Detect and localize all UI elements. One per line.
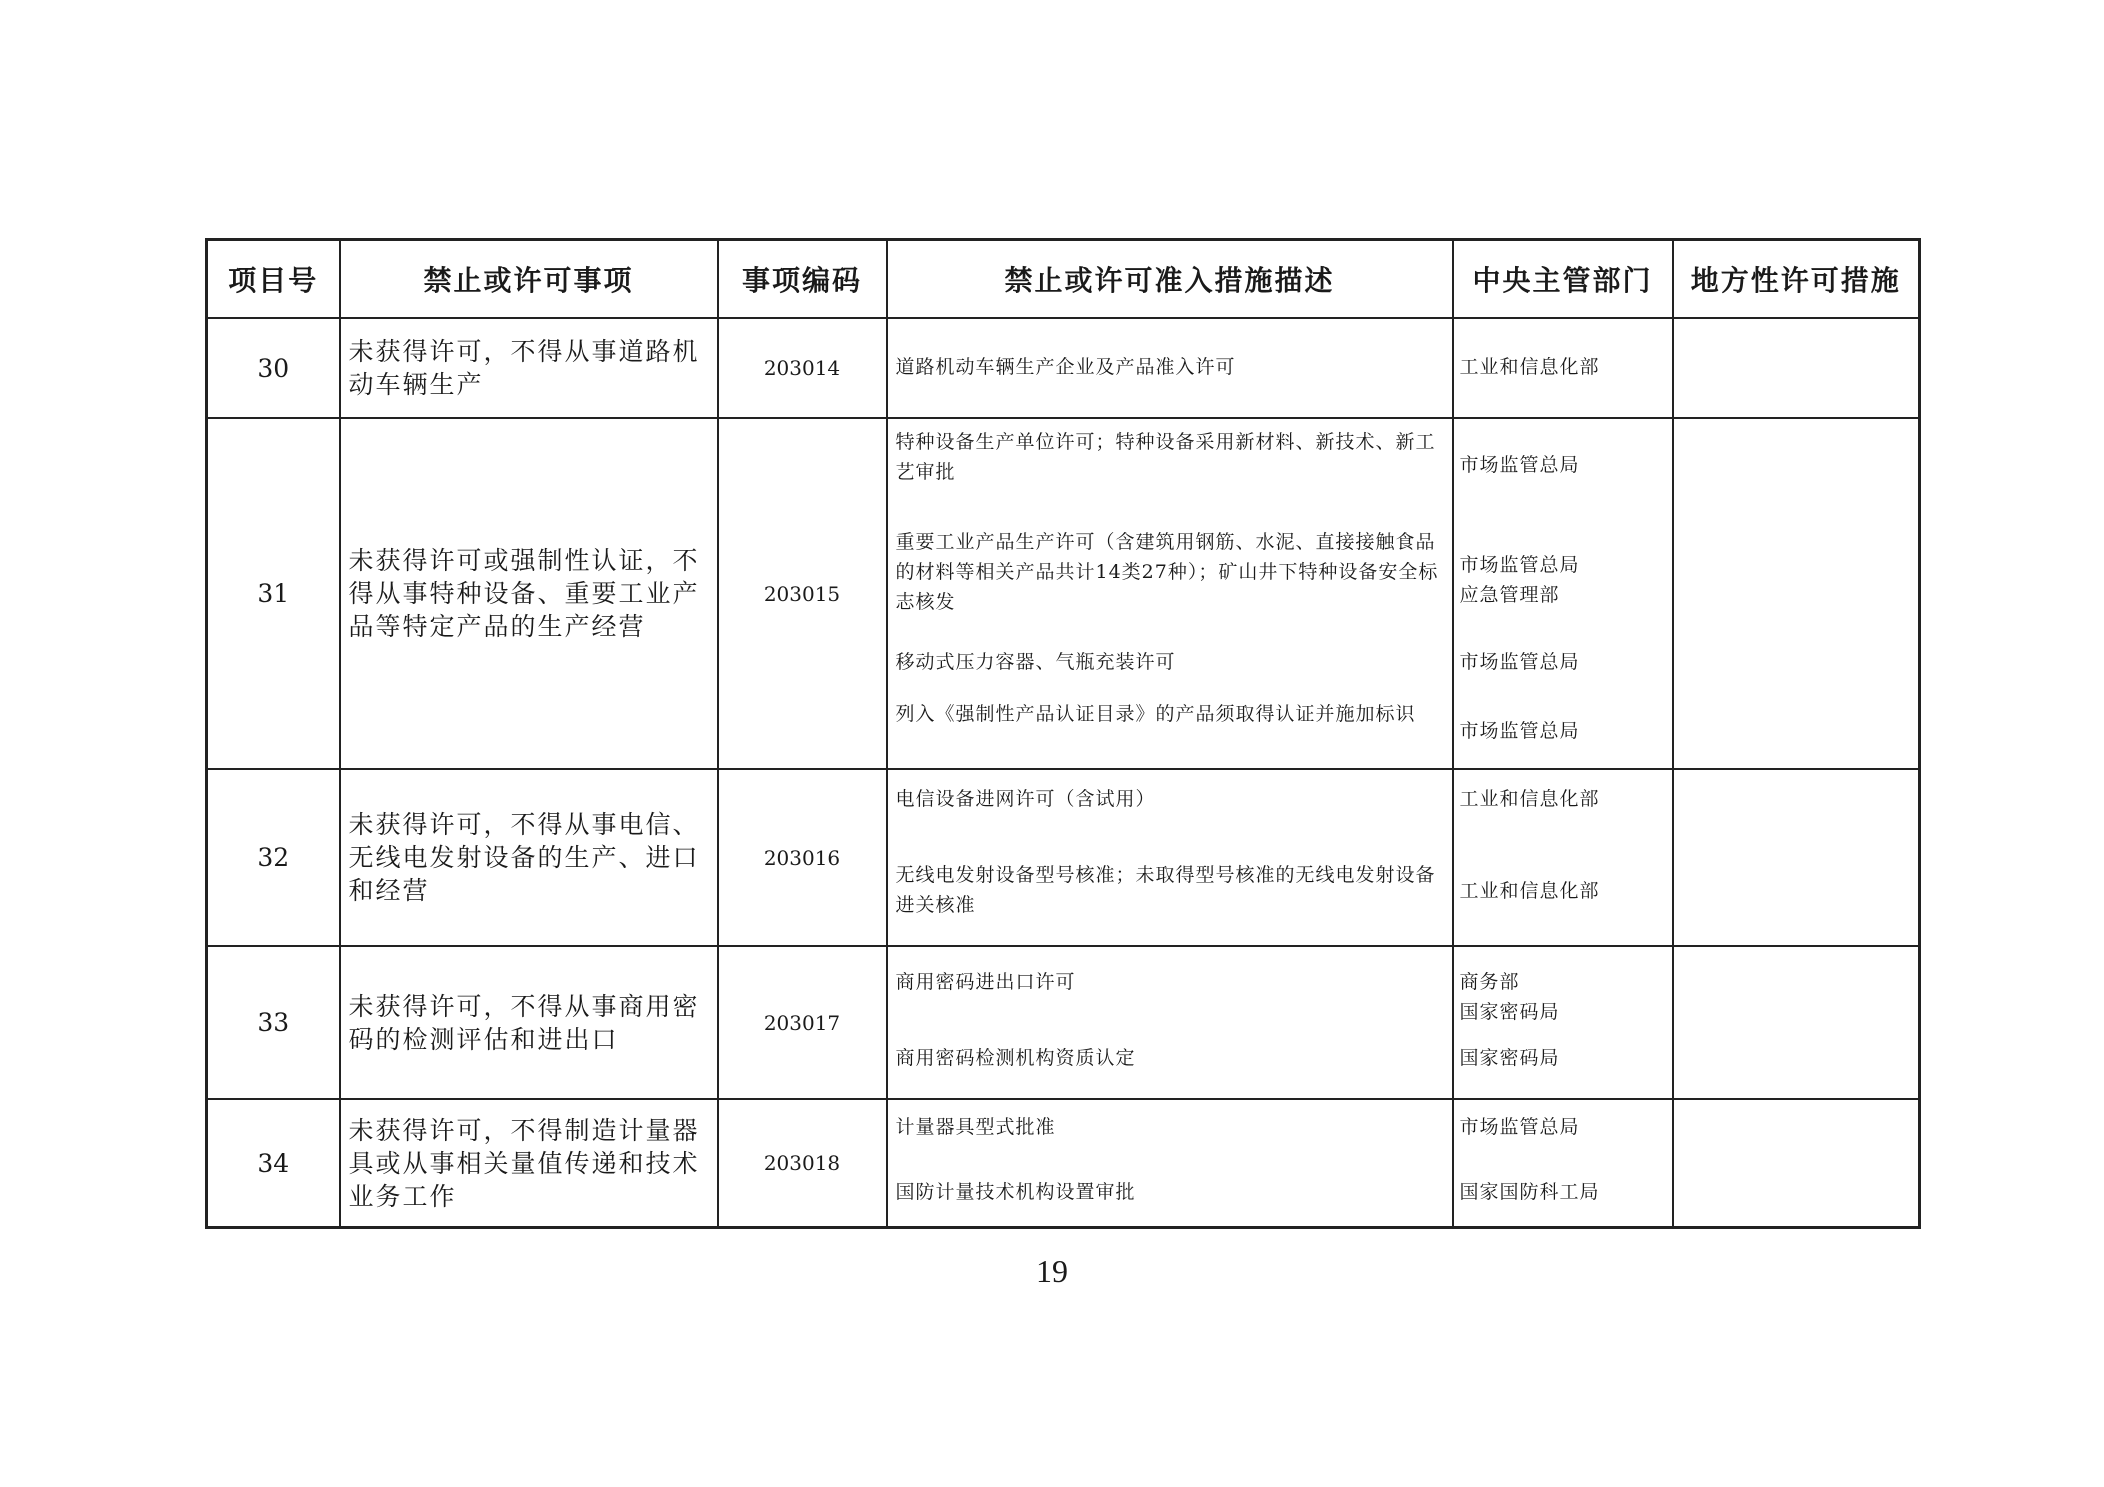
department-name: 工业和信息化部: [1459, 880, 1600, 902]
measure-descriptions: [887, 1099, 1453, 1228]
measure-description: 计量器具型式批准: [895, 1116, 1056, 1138]
table-row: [207, 318, 1920, 418]
header-item: 禁止或许可事项: [340, 240, 718, 319]
item-number: 31: [207, 418, 340, 769]
table-row: [207, 418, 1920, 769]
item-code: 203017: [718, 946, 887, 1099]
department-list: [1454, 550, 1672, 610]
local-measure: [1673, 946, 1920, 1099]
department-name: 商务部: [1459, 971, 1520, 993]
item-number: 33: [207, 946, 340, 1099]
department-list: [1454, 1177, 1672, 1207]
department-name: 应急管理部: [1459, 584, 1560, 606]
item-code: 203016: [718, 769, 887, 946]
measure-description: 电信设备进网许可（含试用）: [895, 788, 1156, 810]
measure-description: 移动式压力容器、气瓶充装许可: [895, 651, 1176, 673]
table-row: [207, 1099, 1920, 1228]
measure-description: 无线电发射设备型号核准；未取得型号核准的无线电发射设备进关核准: [895, 864, 1436, 916]
department-name: 市场监管总局: [1459, 454, 1580, 476]
department-name: 国家密码局: [1459, 1047, 1560, 1069]
department-list: [1454, 450, 1672, 480]
item-code: 203015: [718, 418, 887, 769]
department-list: [1454, 647, 1672, 677]
item-text: 未获得许可或强制性认证，不得从事特种设备、重要工业产品等特定产品的生产经营: [340, 418, 718, 769]
item-number: 32: [207, 769, 340, 946]
header-item-code: 事项编码: [718, 240, 887, 319]
measure-descriptions: [887, 946, 1453, 1099]
item-code: 203018: [718, 1099, 887, 1228]
department-list: [1454, 876, 1672, 906]
header-item-number: 项目号: [207, 240, 340, 319]
central-departments: [1453, 418, 1673, 769]
measure-description: 道路机动车辆生产企业及产品准入许可: [895, 356, 1236, 378]
department-name: 工业和信息化部: [1459, 356, 1600, 378]
table-body: [207, 318, 1920, 1228]
table-row: [207, 769, 1920, 946]
item-number: 34: [207, 1099, 340, 1228]
department-list: [1454, 967, 1672, 1027]
measure-description: 商用密码进出口许可: [895, 971, 1076, 993]
department-list: [1454, 352, 1672, 382]
measure-description: 商用密码检测机构资质认定: [895, 1047, 1136, 1069]
central-departments: [1453, 1099, 1673, 1228]
header-local-measure: 地方性许可措施: [1673, 240, 1920, 319]
item-text: 未获得许可，不得从事道路机动车辆生产: [340, 318, 718, 418]
measure-description: 国防计量技术机构设置审批: [895, 1181, 1136, 1203]
local-measure: [1673, 1099, 1920, 1228]
department-name: 市场监管总局: [1459, 554, 1580, 576]
header-measure-description: 禁止或许可准入措施描述: [887, 240, 1453, 319]
department-name: 市场监管总局: [1459, 651, 1580, 673]
measure-description: 列入《强制性产品认证目录》的产品须取得认证并施加标识: [895, 703, 1416, 725]
item-text: 未获得许可，不得从事商用密码的检测评估和进出口: [340, 946, 718, 1099]
table-header-row: [207, 240, 1920, 319]
item-text: 未获得许可，不得制造计量器具或从事相关量值传递和技术业务工作: [340, 1099, 718, 1228]
item-text: 未获得许可，不得从事电信、无线电发射设备的生产、进口和经营: [340, 769, 718, 946]
measure-descriptions: [887, 769, 1453, 946]
department-name: 市场监管总局: [1459, 1116, 1580, 1138]
department-list: [1454, 1112, 1672, 1142]
department-name: 国家国防科工局: [1459, 1181, 1600, 1203]
item-code: 203014: [718, 318, 887, 418]
item-number: 30: [207, 318, 340, 418]
department-name: 市场监管总局: [1459, 720, 1580, 742]
local-measure: [1673, 318, 1920, 418]
regulation-table: [205, 238, 1921, 1229]
measure-description: 重要工业产品生产许可（含建筑用钢筋、水泥、直接接触食品的材料等相关产品共计14类27种）；矿山井下特种设备安全标志核发: [895, 531, 1439, 613]
department-list: [1454, 1043, 1672, 1073]
page-number: 19: [1036, 1253, 1068, 1289]
local-measure: [1673, 769, 1920, 946]
central-departments: [1453, 769, 1673, 946]
central-departments: [1453, 318, 1673, 418]
measure-descriptions: [887, 418, 1453, 769]
local-measure: [1673, 418, 1920, 769]
department-list: [1454, 716, 1672, 746]
department-name: 工业和信息化部: [1459, 788, 1600, 810]
department-list: [1454, 784, 1672, 814]
department-name: 国家密码局: [1459, 1001, 1560, 1023]
header-central-department: 中央主管部门: [1453, 240, 1673, 319]
measure-descriptions: [887, 318, 1453, 418]
table-row: [207, 946, 1920, 1099]
central-departments: [1453, 946, 1673, 1099]
measure-description: 特种设备生产单位许可；特种设备采用新材料、新技术、新工艺审批: [895, 431, 1436, 483]
